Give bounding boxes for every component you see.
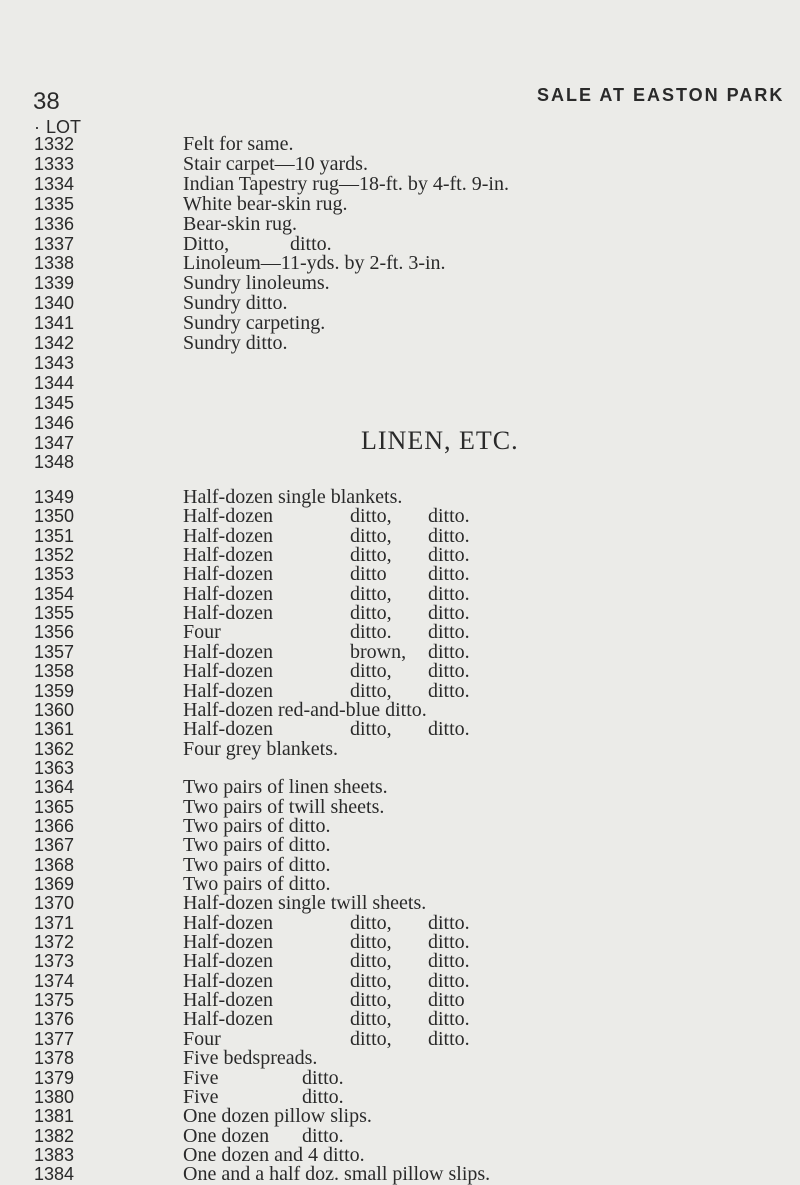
lot-description-col3: ditto. bbox=[428, 1008, 470, 1031]
lot-description: One and a half doz. small pillow slips. bbox=[183, 1163, 491, 1185]
lot-description-col2: ditto, bbox=[350, 911, 392, 934]
lot-description: White bear-skin rug. bbox=[183, 192, 348, 215]
lot-description-col2: ditto, bbox=[350, 1008, 392, 1031]
lot-description: Stair carpet—10 yards. bbox=[183, 152, 368, 175]
lot-description-col3: ditto. bbox=[428, 679, 470, 702]
lot-description: Two pairs of ditto. bbox=[183, 873, 331, 895]
lot-number: 1347 bbox=[34, 432, 75, 453]
lot-number: 1368 bbox=[34, 854, 75, 875]
lot-description-col3: ditto. bbox=[428, 931, 470, 954]
lot-description-col3: ditto. bbox=[428, 505, 470, 528]
lot-description: Five bbox=[183, 1066, 219, 1089]
lot-number: 1363 bbox=[34, 757, 75, 778]
lot-description-col3: ditto. bbox=[428, 621, 470, 644]
lot-description-col2: ditto, bbox=[350, 718, 392, 741]
lot-description-col2: ditto. bbox=[350, 621, 392, 644]
lot-description: Half-dozen bbox=[183, 718, 273, 741]
lot-number: 1353 bbox=[34, 564, 75, 585]
lot-description-col2: ditto, bbox=[350, 950, 392, 973]
lot-description: Half-dozen bbox=[183, 505, 273, 528]
lot-number: 1335 bbox=[34, 193, 75, 214]
lot-description: Bear-skin rug. bbox=[183, 212, 298, 235]
lot-description: Sundry linoleums. bbox=[183, 272, 330, 295]
lot-number: 1384 bbox=[34, 1164, 75, 1185]
lot-description-col2: ditto, bbox=[350, 1027, 392, 1050]
lot-number: 1366 bbox=[34, 815, 75, 836]
lot-description-col2: ditto. bbox=[290, 232, 332, 255]
lot-description: One dozen bbox=[183, 1124, 270, 1147]
lot-description: Ditto, bbox=[183, 232, 230, 255]
lot-number: 1362 bbox=[34, 738, 75, 759]
header-mark: · bbox=[34, 117, 40, 137]
lot-description: Half-dozen bbox=[183, 969, 273, 992]
lot-number: 1333 bbox=[34, 153, 75, 174]
lot-number: 1370 bbox=[34, 893, 75, 914]
lot-number: 1357 bbox=[34, 641, 75, 662]
page-number: 38 bbox=[33, 88, 60, 115]
lot-description: Half-dozen bbox=[183, 563, 273, 586]
lot-number: 1378 bbox=[34, 1048, 75, 1069]
lot-description-col2: ditto, bbox=[350, 544, 392, 567]
lot-description: Half-dozen bbox=[183, 582, 273, 605]
lot-number: 1358 bbox=[34, 661, 75, 682]
lot-number: 1372 bbox=[34, 932, 75, 953]
lot-description-col2: ditto bbox=[350, 563, 387, 586]
lot-description-col2: ditto. bbox=[302, 1066, 344, 1089]
lot-number: 1340 bbox=[34, 293, 75, 314]
lot-description: Two pairs of linen sheets. bbox=[183, 776, 388, 799]
lot-description: Two pairs of ditto. bbox=[183, 834, 331, 857]
lot-description: Felt for same. bbox=[183, 133, 294, 155]
lot-description-col3: ditto. bbox=[428, 524, 470, 547]
lot-description: Indian Tapestry rug—18-ft. by 4-ft. 9-in. bbox=[183, 172, 509, 195]
lot-description-col3: ditto. bbox=[428, 582, 470, 605]
lot-description-col2: ditto, bbox=[350, 931, 392, 954]
lot-number: 1371 bbox=[34, 912, 75, 933]
lot-description: Half-dozen red-and-blue ditto. bbox=[183, 698, 427, 721]
lot-description: Five bbox=[183, 1085, 219, 1108]
lot-header-label: LOT bbox=[46, 117, 82, 137]
lot-description: Half-dozen bbox=[183, 640, 273, 663]
lot-number: 1382 bbox=[34, 1125, 75, 1146]
lot-description: Sundry ditto. bbox=[183, 292, 288, 315]
lot-description-col3: ditto. bbox=[428, 660, 470, 683]
lot-description: Five bedspreads. bbox=[183, 1047, 318, 1070]
lot-number: 1341 bbox=[34, 313, 75, 334]
lot-description: Half-dozen bbox=[183, 1008, 273, 1031]
lot-number: 1348 bbox=[34, 452, 75, 473]
lot-number: 1359 bbox=[34, 680, 75, 701]
lot-number: 1381 bbox=[34, 1106, 75, 1127]
lot-description-col3: ditto. bbox=[428, 1027, 470, 1050]
lot-number: 1332 bbox=[34, 134, 75, 154]
lot-number: 1342 bbox=[34, 333, 75, 353]
lot-description-col3: ditto. bbox=[428, 563, 470, 586]
lot-description-col2: ditto, bbox=[350, 969, 392, 992]
lot-description-col3: ditto. bbox=[428, 911, 470, 934]
lot-number: 1374 bbox=[34, 970, 75, 991]
lot-number: 1337 bbox=[34, 233, 75, 254]
lot-number: 1352 bbox=[34, 545, 75, 566]
lot-number: 1369 bbox=[34, 874, 75, 894]
lot-description: Four bbox=[183, 1027, 221, 1050]
lot-description: One dozen pillow slips. bbox=[183, 1105, 372, 1128]
lot-description: Half-dozen bbox=[183, 544, 273, 567]
lot-number: 1367 bbox=[34, 835, 75, 856]
lot-number: 1343 bbox=[34, 352, 75, 373]
lot-number: 1383 bbox=[34, 1144, 75, 1165]
lot-description: Sundry ditto. bbox=[183, 332, 288, 354]
lot-description-col2: ditto, bbox=[350, 524, 392, 547]
lot-description: Half-dozen bbox=[183, 950, 273, 973]
lot-description-col3: ditto. bbox=[428, 544, 470, 567]
lot-description: Half-dozen bbox=[183, 602, 273, 625]
lot-description: Four bbox=[183, 621, 221, 644]
lot-description: Two pairs of ditto. bbox=[183, 814, 331, 837]
lot-number: 1377 bbox=[34, 1028, 75, 1049]
lot-description: Half-dozen bbox=[183, 989, 273, 1012]
lot-description: Two pairs of ditto. bbox=[183, 853, 331, 876]
lot-number: 1334 bbox=[34, 173, 75, 194]
lot-number: 1365 bbox=[34, 796, 75, 817]
lot-description: Half-dozen bbox=[183, 524, 273, 547]
lot-description-col2: ditto. bbox=[302, 1085, 344, 1108]
lot-description-col2: brown, bbox=[350, 640, 407, 663]
lot-number: 1361 bbox=[34, 719, 75, 740]
lot-number: 1355 bbox=[34, 603, 75, 624]
lot-description-col3: ditto. bbox=[428, 969, 470, 992]
lot-description-col3: ditto. bbox=[428, 640, 470, 663]
lot-description-col2: ditto. bbox=[302, 1124, 344, 1147]
lot-number: 1338 bbox=[34, 253, 75, 274]
lot-number: 1373 bbox=[34, 951, 75, 972]
lot-description: Linoleum—11-yds. by 2-ft. 3-in. bbox=[183, 252, 446, 275]
lot-description: Half-dozen bbox=[183, 931, 273, 954]
lot-description-col2: ditto, bbox=[350, 989, 392, 1012]
lot-number: 1336 bbox=[34, 213, 75, 234]
section-heading: LINEN, ETC. bbox=[361, 426, 519, 455]
lot-description-col2: ditto, bbox=[350, 505, 392, 528]
lot-number: 1379 bbox=[34, 1067, 75, 1088]
lot-number: 1376 bbox=[34, 1009, 75, 1030]
lot-description-col2: ditto, bbox=[350, 679, 392, 702]
lot-description-col3: ditto. bbox=[428, 602, 470, 625]
lot-description: Half-dozen bbox=[183, 911, 273, 934]
lot-description-col2: ditto, bbox=[350, 582, 392, 605]
lot-number: 1364 bbox=[34, 777, 75, 798]
lot-description: One dozen and 4 ditto. bbox=[183, 1143, 365, 1166]
running-head: SALE AT EASTON PARK bbox=[537, 85, 785, 105]
lot-number: 1351 bbox=[34, 525, 75, 546]
lot-description: Half-dozen bbox=[183, 660, 273, 683]
lot-description-col3: ditto. bbox=[428, 718, 470, 741]
lot-description: Four grey blankets. bbox=[183, 737, 338, 760]
lot-number: 1344 bbox=[34, 372, 75, 393]
lot-number: 1360 bbox=[34, 699, 75, 720]
lot-description-col2: ditto, bbox=[350, 602, 392, 625]
lot-description: Half-dozen single blankets. bbox=[183, 486, 403, 508]
lot-number: 1350 bbox=[34, 506, 75, 527]
lot-description-col3: ditto. bbox=[428, 950, 470, 973]
lot-description: Two pairs of twill sheets. bbox=[183, 795, 385, 818]
lot-number: 1346 bbox=[34, 412, 75, 433]
lot-number: 1349 bbox=[34, 487, 75, 507]
lot-description: Sundry carpeting. bbox=[183, 312, 326, 335]
lot-description: Half-dozen single twill sheets. bbox=[183, 892, 427, 915]
lot-number: 1354 bbox=[34, 583, 75, 604]
lot-description-col2: ditto, bbox=[350, 660, 392, 683]
lot-number: 1375 bbox=[34, 990, 75, 1011]
lot-number: 1345 bbox=[34, 392, 75, 413]
lot-number: 1339 bbox=[34, 273, 75, 294]
lot-description-col3: ditto bbox=[428, 989, 465, 1012]
lot-number: 1356 bbox=[34, 622, 75, 643]
lot-description: Half-dozen bbox=[183, 679, 273, 702]
lot-number: 1380 bbox=[34, 1086, 75, 1107]
